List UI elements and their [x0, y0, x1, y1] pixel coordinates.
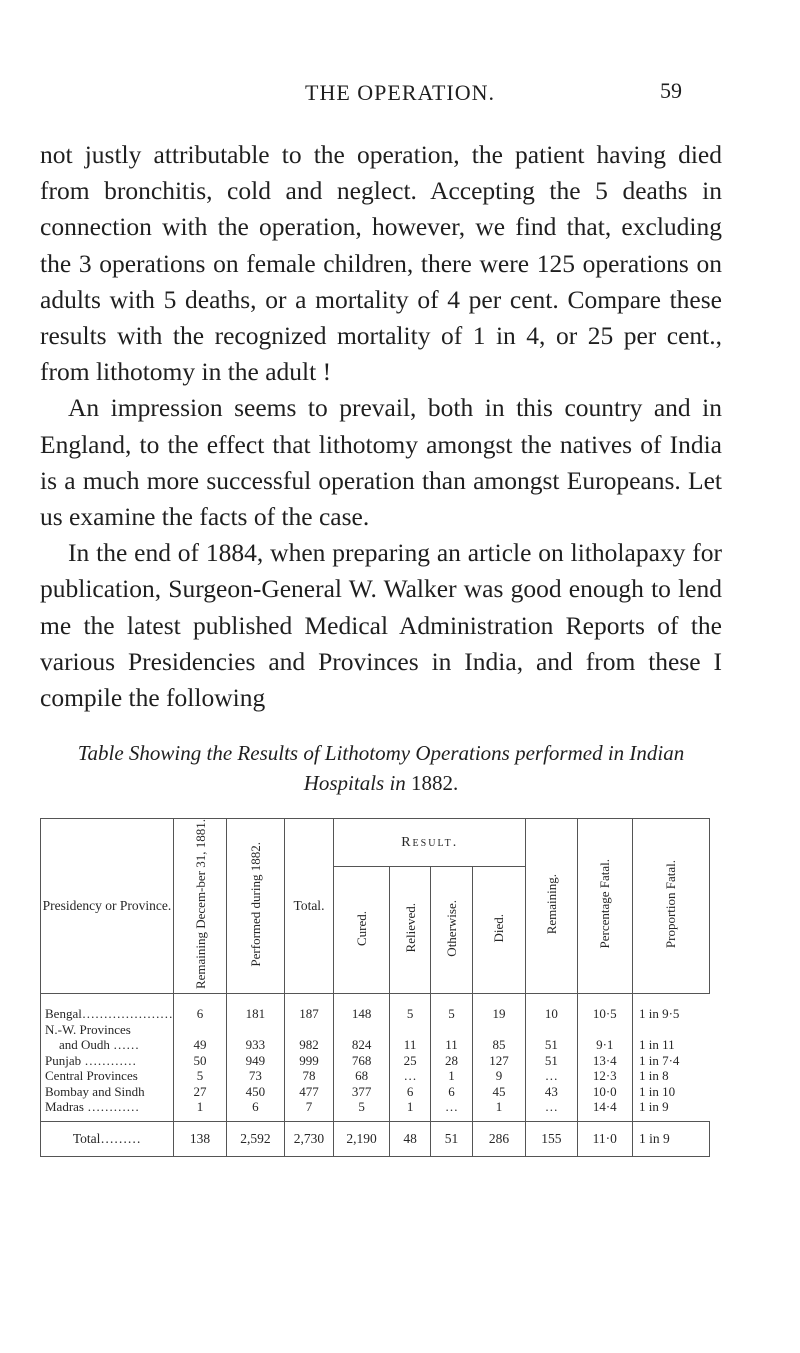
row-died: 9	[472, 1068, 525, 1084]
row-otherwise: 11	[431, 1022, 472, 1053]
table-caption	[40, 738, 722, 798]
table-row	[41, 994, 710, 1022]
row-remaining: 51	[526, 1053, 577, 1069]
row-percentage: 13·4	[577, 1053, 632, 1069]
row-cured: 5	[334, 1099, 390, 1121]
row-proportion: 1 in 8	[632, 1068, 709, 1084]
row-province: Central Provinces	[41, 1068, 174, 1084]
row-province: Bengal…………………	[41, 994, 174, 1022]
row-died: 19	[472, 994, 525, 1022]
row-died: 45	[472, 1084, 525, 1100]
row-remaining-start: 1	[173, 1099, 226, 1121]
table-row	[41, 1068, 710, 1084]
header-remaining-start: Remaining Decem-ber 31, 1881.	[192, 819, 208, 990]
row-performed: 73	[227, 1068, 284, 1084]
page-number: 59	[660, 78, 682, 103]
total-row	[41, 1121, 710, 1156]
row-otherwise: 5	[431, 994, 472, 1022]
row-proportion: 1 in 9	[632, 1099, 709, 1121]
header-performed: Performed during 1882.	[247, 841, 263, 967]
row-proportion: 1 in 11	[632, 1022, 709, 1053]
header-relieved-cell	[389, 867, 430, 994]
row-percentage: 10·0	[577, 1084, 632, 1100]
header-cured: Cured.	[354, 910, 370, 946]
caption-text: Table Showing the Results of Lithotomy Operations performed in Indian Hospitals in	[77, 741, 685, 795]
running-title: THE OPERATION.	[305, 80, 495, 105]
header-relieved: Relieved.	[402, 903, 418, 953]
row-percentage: 12·3	[577, 1068, 632, 1084]
header-proportion-cell	[632, 819, 709, 994]
row-total: 999	[284, 1053, 334, 1069]
row-otherwise: 1	[431, 1068, 472, 1084]
body-text	[40, 137, 722, 716]
row-performed: 6	[227, 1099, 284, 1121]
row-relieved: 6	[389, 1084, 430, 1100]
row-cured: 148	[334, 994, 390, 1022]
row-relieved: 5	[389, 994, 430, 1022]
row-proportion: 1 in 10	[632, 1084, 709, 1100]
row-relieved: …	[389, 1068, 430, 1084]
row-province: Punjab …………	[41, 1053, 174, 1069]
row-remaining-start: 49	[173, 1022, 226, 1053]
row-relieved: 1	[389, 1099, 430, 1121]
row-percentage: 14·4	[577, 1099, 632, 1121]
row-total: 187	[284, 994, 334, 1022]
row-total: 477	[284, 1084, 334, 1100]
row-relieved: 11	[389, 1022, 430, 1053]
total-total: 2,730	[284, 1121, 334, 1156]
total-proportion: 1 in 9	[632, 1121, 709, 1156]
row-cured: 68	[334, 1068, 390, 1084]
total-relieved: 48	[389, 1121, 430, 1156]
row-performed: 450	[227, 1084, 284, 1100]
table-row	[41, 1053, 710, 1069]
row-otherwise: 28	[431, 1053, 472, 1069]
header-province: Presidency or Province.	[41, 819, 174, 994]
header-remaining: Remaining.	[543, 873, 559, 935]
paragraph-2: An impression seems to prevail, both in this country and in England, to the effect that lithotomy amongst the natives of India is a much more successful operation than amongst Europeans. Let us examine the facts of the case.	[40, 393, 722, 532]
row-remaining-start: 50	[173, 1053, 226, 1069]
header-otherwise: Otherwise.	[444, 899, 460, 957]
total-label: Total………	[41, 1121, 174, 1156]
row-performed: 949	[227, 1053, 284, 1069]
page-header	[0, 78, 800, 108]
paragraph-1: not justly attributable to the operation, the patient having died from bronchitis, cold and neglect. Accepting the 5 deaths in connection with the operation, however, we find that, excluding the 3 operations on female children, there were 125 operations on adults with 5 deaths, or a mortality of 4 per cent. Compare these results with the recognized mortality of 1 in 4, or 25 per cent., from lithotomy in the adult !	[40, 140, 722, 387]
row-proportion: 1 in 9·5	[632, 994, 709, 1022]
row-total: 982	[284, 1022, 334, 1053]
table-row	[41, 1022, 710, 1053]
row-cured: 824	[334, 1022, 390, 1053]
header-remaining-cell	[526, 819, 577, 994]
row-province-cont: and Oudh ……	[59, 1037, 140, 1053]
table-row	[41, 1084, 710, 1100]
header-otherwise-cell	[431, 867, 472, 994]
row-performed: 181	[227, 994, 284, 1022]
row-otherwise: 6	[431, 1084, 472, 1100]
total-remaining-start: 138	[173, 1121, 226, 1156]
row-died: 85	[472, 1022, 525, 1053]
header-percentage-cell	[577, 819, 632, 994]
lithotomy-results-table	[40, 818, 710, 1157]
header-performed-cell	[227, 819, 284, 994]
total-died: 286	[472, 1121, 525, 1156]
caption-year: 1882.	[411, 771, 459, 795]
row-total: 78	[284, 1068, 334, 1084]
row-total: 7	[284, 1099, 334, 1121]
row-remaining: 51	[526, 1022, 577, 1053]
row-province-multiline	[41, 1022, 174, 1053]
row-relieved: 25	[389, 1053, 430, 1069]
header-result: Result.	[334, 819, 526, 867]
row-percentage: 10·5	[577, 994, 632, 1022]
row-remaining: …	[526, 1068, 577, 1084]
row-remaining: 10	[526, 994, 577, 1022]
row-performed: 933	[227, 1022, 284, 1053]
total-cured: 2,190	[334, 1121, 390, 1156]
row-remaining: 43	[526, 1084, 577, 1100]
total-remaining: 155	[526, 1121, 577, 1156]
row-cured: 768	[334, 1053, 390, 1069]
paragraph-3: In the end of 1884, when preparing an article on litholapaxy for publication, Surgeon-General W. Walker was good enough to lend me the latest published Medical Administration Reports of the various Presidencies and Provinces in India, and from these I compile the following	[40, 538, 722, 713]
total-percentage: 11·0	[577, 1121, 632, 1156]
row-province: Bombay and Sindh	[41, 1084, 174, 1100]
row-otherwise: …	[431, 1099, 472, 1121]
total-otherwise: 51	[431, 1121, 472, 1156]
row-remaining: …	[526, 1099, 577, 1121]
row-proportion: 1 in 7·4	[632, 1053, 709, 1069]
row-province: N.-W. Provinces	[45, 1021, 131, 1037]
row-remaining-start: 27	[173, 1084, 226, 1100]
row-percentage: 9·1	[577, 1022, 632, 1053]
header-cured-cell	[334, 867, 390, 994]
header-died: Died.	[491, 913, 507, 943]
header-remaining-start-cell	[173, 819, 226, 994]
header-total: Total.	[284, 819, 334, 994]
header-proportion: Proportion Fatal.	[663, 859, 679, 949]
total-performed: 2,592	[227, 1121, 284, 1156]
row-died: 1	[472, 1099, 525, 1121]
row-remaining-start: 5	[173, 1068, 226, 1084]
header-percentage: Percentage Fatal.	[597, 859, 613, 949]
row-cured: 377	[334, 1084, 390, 1100]
row-died: 127	[472, 1053, 525, 1069]
row-province: Madras …………	[41, 1099, 174, 1121]
header-died-cell	[472, 867, 525, 994]
row-remaining-start: 6	[173, 994, 226, 1022]
table-row	[41, 1099, 710, 1121]
